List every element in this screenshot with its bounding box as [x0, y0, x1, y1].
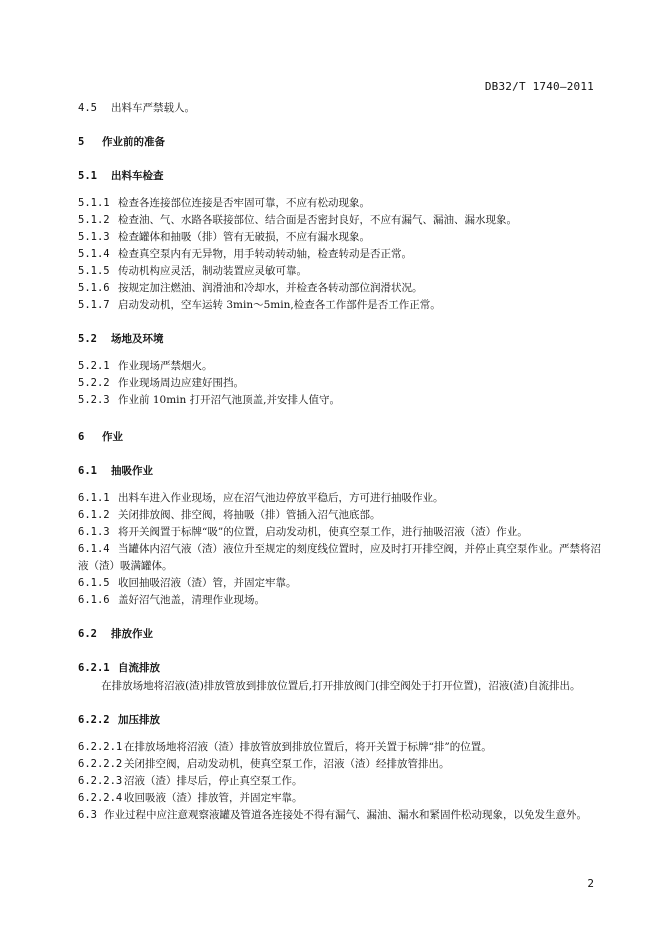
clause-text: 将开关阀置于标牌“吸”的位置，启动发动机，使真空泵工作，进行抽吸沼液（渣）作业。	[118, 526, 528, 538]
clause-text: 出料车严禁载人。	[111, 102, 195, 114]
clause-text: 检查真空泵内有无异物，用手转动转动轴，检查转动是否正常。	[118, 248, 412, 260]
clause-5-1-6	[78, 280, 603, 297]
clause-number: 4.5	[78, 102, 97, 114]
section-6-2-heading	[78, 626, 603, 643]
clause-number: 6.1.4	[78, 543, 110, 555]
section-number: 6.2	[78, 628, 97, 640]
section-title: 自流排放	[118, 662, 160, 674]
clause-6-2-2-4	[78, 790, 603, 807]
section-5-1-list	[78, 195, 603, 314]
section-5-heading	[78, 134, 603, 151]
clause-number: 5.1.3	[78, 231, 110, 243]
section-title: 抽吸作业	[111, 465, 153, 477]
clause-6-1-3	[78, 524, 603, 541]
clause-number: 5.1.1	[78, 197, 110, 209]
clause-text: 收回抽吸沼液（渣）管，并固定牢靠。	[118, 577, 297, 589]
clause-text: 作业现场严禁烟火。	[118, 360, 213, 372]
clause-text: 检查罐体和抽吸（排）管有无破损，不应有漏水现象。	[118, 231, 370, 243]
clause-5-1-4	[78, 246, 603, 263]
clause-4-5	[78, 100, 603, 117]
clause-6-1-4	[78, 541, 603, 575]
clause-text: 作业过程中应注意观察液罐及管道各连接处不得有漏气、漏油、漏水和紧固件松动现象，以免发生意外。	[104, 809, 587, 821]
clause-5-1-1	[78, 195, 603, 212]
clause-5-2-2	[78, 375, 603, 392]
section-number: 6.2.2	[78, 714, 110, 726]
clause-number: 5.1.2	[78, 214, 110, 226]
clause-number: 5.1.4	[78, 248, 110, 260]
section-6-1-list	[78, 490, 603, 609]
clause-number: 5.2.1	[78, 360, 110, 372]
section-6-heading	[78, 429, 603, 446]
section-5-1-heading	[78, 168, 603, 185]
clause-text: 作业前 10min 打开沼气池顶盖,并安排人值守。	[118, 394, 340, 406]
section-number: 6.1	[78, 465, 97, 477]
clause-5-1-2	[78, 212, 603, 229]
clause-text: 按规定加注燃油、润滑油和冷却水，并检查各转动部位润滑状况。	[118, 282, 423, 294]
clause-number: 6.1.6	[78, 594, 110, 606]
clause-text: 启动发动机，空车运转 3min～5min,检查各工作部件是否工作正常。	[118, 299, 441, 311]
clause-text: 盖好沼气池盖，清理作业现场。	[118, 594, 265, 606]
clause-text: 检查各连接部位连接是否牢固可靠，不应有松动现象。	[118, 197, 370, 209]
clause-6-1-5	[78, 575, 603, 592]
clause-5-2-3	[78, 392, 603, 409]
clause-6-3	[78, 807, 603, 824]
clause-6-2-2-1	[78, 739, 603, 756]
clause-number: 5.1.5	[78, 265, 110, 277]
section-title: 作业	[102, 431, 123, 443]
clause-number: 6.1.5	[78, 577, 110, 589]
clause-number: 6.2.2.4	[78, 792, 123, 804]
page-number: 2	[587, 877, 594, 890]
section-6-1-heading	[78, 463, 603, 480]
clause-5-1-7	[78, 297, 603, 314]
section-title: 场地及环境	[111, 333, 164, 345]
clause-number: 5.1.7	[78, 299, 110, 311]
section-title: 排放作业	[111, 628, 153, 640]
section-number: 5	[78, 136, 85, 148]
clause-text: 当罐体内沼气液（渣）液位升至规定的刻度线位置时，应及时打开排空阀，并停止真空泵作业。严禁将沼液（渣）吸满罐体。	[78, 543, 601, 572]
clause-number: 6.3	[78, 809, 97, 821]
clause-number: 6.2.2.2	[78, 758, 123, 770]
section-5-2-list	[78, 358, 603, 409]
clause-6-1-1	[78, 490, 603, 507]
clause-number: 6.1.2	[78, 509, 110, 521]
clause-number: 5.2.3	[78, 394, 110, 406]
clause-number: 5.1.6	[78, 282, 110, 294]
clause-text: 作业现场周边应建好围挡。	[118, 377, 244, 389]
clause-number: 6.2.2.1	[78, 741, 123, 753]
clause-6-1-2	[78, 507, 603, 524]
section-title: 作业前的准备	[102, 136, 165, 148]
clause-text: 在排放场地将沼液（渣）排放管放到排放位置后，将开关置于标牌“排”的位置。	[124, 741, 492, 753]
section-6-2-2-heading	[78, 712, 603, 729]
clause-text: 检查油、气、水路各联接部位、结合面是否密封良好，不应有漏气、漏油、漏水现象。	[118, 214, 517, 226]
clause-text: 沼液（渣）排尽后，停止真空泵工作。	[124, 775, 303, 787]
document-body	[78, 100, 603, 824]
standard-code-header: DB32/T 1740—2011	[484, 80, 594, 93]
section-number: 5.1	[78, 170, 97, 182]
clause-6-2-1-paragraph: 在排放场地将沼液(渣)排放管放到排放位置后,打开排放阀门(排空阀处于打开位置)，沼液(渣)自流排出。	[101, 680, 581, 692]
section-number: 5.2	[78, 333, 97, 345]
clause-number: 6.2.2.3	[78, 775, 123, 787]
clause-text: 传动机构应灵活，制动装置应灵敏可靠。	[118, 265, 307, 277]
section-5-2-heading	[78, 331, 603, 348]
clause-6-1-6	[78, 592, 603, 609]
clause-6-2-2-3	[78, 773, 603, 790]
clause-text: 收回吸液（渣）排放管，并固定牢靠。	[124, 792, 303, 804]
clause-number: 6.1.3	[78, 526, 110, 538]
section-6-2-1-heading	[78, 660, 603, 677]
clause-6-2-2-2	[78, 756, 603, 773]
clause-number: 5.2.2	[78, 377, 110, 389]
section-title: 加压排放	[118, 714, 160, 726]
clause-text: 关闭排空阀，启动发动机，使真空泵工作，沼液（渣）经排放管排出。	[124, 758, 450, 770]
clause-text: 关闭排放阀、排空阀，将抽吸（排）管插入沼气池底部。	[118, 509, 381, 521]
clause-5-2-1	[78, 358, 603, 375]
clause-text: 出料车进入作业现场，应在沼气池边停放平稳后，方可进行抽吸作业。	[118, 492, 444, 504]
section-number: 6	[78, 431, 85, 443]
clause-number: 6.1.1	[78, 492, 110, 504]
section-title: 出料车检查	[111, 170, 164, 182]
section-number: 6.2.1	[78, 662, 110, 674]
section-6-2-2-list	[78, 739, 603, 824]
clause-5-1-3	[78, 229, 603, 246]
clause-5-1-5	[78, 263, 603, 280]
